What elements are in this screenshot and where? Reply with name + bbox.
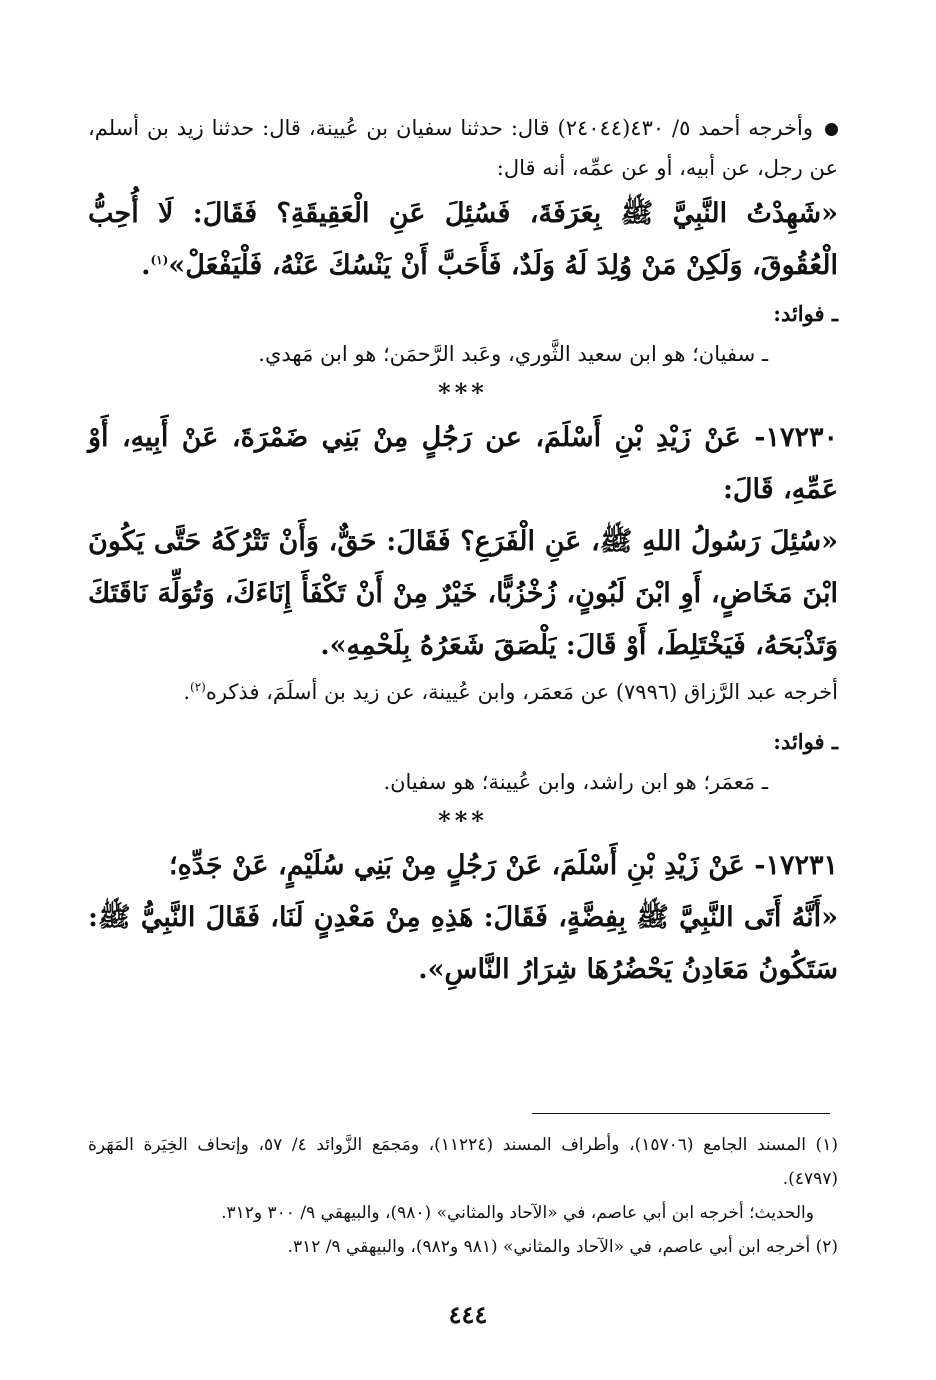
section-divider: *** (438, 378, 488, 407)
section-divider: *** (438, 806, 488, 835)
hadith-17230-text: «سُئِلَ رَسُولُ اللهِ ﷺ، عَنِ الْفَرَعِ؟ فَقَالَ: حَقٌّ، وَأَنْ تَتْرُكَهُ حَتَّى يَكُونَ ابْنَ مَخَاضٍ، أَوِ ابْنَ لَبُونٍ، زُخْزُبًّا، خَيْرٌ مِنْ أَنْ تَكْفَأَ إِنَاءَكَ، وَتُوَلِّهَ نَاقَتَكَ وَتَذْبَحَهُ، فَيَخْتَلِطَ، أَوْ قَالَ: يَلْصَقَ شَعَرُهُ بِلَحْمِهِ». (88, 526, 838, 661)
intro-paragraph: وأخرجه أحمد ٥/ ٤٣٠(٢٤٠٤٤) قال: حدثنا سفيان بن عُيينة، قال: حدثنا زيد بن أسلم، عن رجل، عن أبيه، أو عن عمِّه، أنه قال: (88, 116, 838, 180)
page-number: ٤٤٤ (448, 1300, 488, 1329)
benefit-note: ـ مَعمَر؛ هو ابن راشد، وابن عُيينة؛ هو سفيان. (383, 770, 768, 794)
takhrij-paragraph: أخرجه عبد الرَّزاق (٧٩٩٦) عن مَعمَر، وابن عُيينة، عن زيد بن أسلَمَ، فذكره$^{(٢)}$. (183, 680, 838, 704)
footnote-1: (١) المسند الجامع (١٥٧٠٦)، وأطراف المسند (١١٢٢٤)، ومَجمَع الزَّوائد ٤/ ٥٧، وإتحاف الخِيَرة المَهَرة (٤٧٩٧). (88, 1135, 838, 1189)
benefits-heading: ـ فوائد: (773, 301, 838, 326)
hadith-17230-header: ١٧٢٣٠- عَنْ زَيْدِ بْنِ أَسْلَمَ، عن رَجُلٍ مِنْ بَنِي ضَمْرَةَ، عَنْ أَبِيهِ، أَوْ عَمِّهِ، قَالَ: (88, 422, 838, 505)
footnote-1-continued: والحديث؛ أخرجه ابن أبي عاصم، في «الآحاد والمثاني» (٩٨٠)، والبيهقي ٩/ ٣٠٠ و٣١٢. (221, 1203, 814, 1223)
page-body (88, 108, 838, 996)
footnotes (88, 1128, 838, 1264)
bullet-icon (825, 123, 838, 136)
footnote-ref[interactable]: (١) (150, 253, 169, 267)
benefit-note: ـ سفيان؛ هو ابن سعيد الثَّوري، وعَبد الرَّحمَن؛ هو ابن مَهدي. (258, 342, 768, 366)
hadith-17231-header: ١٧٢٣١- عَنْ زَيْدِ بْنِ أَسْلَمَ، عَنْ رَجُلٍ مِنْ بَنِي سُلَيْمٍ، عَنْ جَدِّهِ؛ (169, 850, 838, 881)
hadith-17231-text: «أَنَّهُ أَتَى النَّبِيَّ ﷺ بِفِضَّةٍ، فَقَالَ: هَذِهِ مِنْ مَعْدِنٍ لَنَا، فَقَالَ النَّبِيُّ ﷺ: سَتَكُونُ مَعَادِنُ يَحْضُرُهَا شِرَارُ النَّاسِ». (88, 902, 838, 985)
footnote-2: (٢) أخرجه ابن أبي عاصم، في «الآحاد والمثاني» (٩٨١ و٩٨٢)، والبيهقي ٩/ ٣١٢. (287, 1237, 838, 1257)
hadith-text: «شَهِدْتُ النَّبِيَّ ﷺ بِعَرَفَةَ، فَسُئِلَ عَنِ الْعَقِيقَةِ؟ فَقَالَ: لَا أُحِبُّ الْعُقُوقَ، وَلَكِنْ مَنْ وُلِدَ لَهُ وَلَدٌ، فَأَحَبَّ أَنْ يَنْسُكَ عَنْهُ، فَلْيَفْعَلْ»$^{(١)}$. (88, 198, 838, 281)
footnote-separator (532, 1113, 830, 1114)
footnote-ref[interactable]: (٢) (190, 680, 206, 694)
benefits-heading: ـ فوائد: (773, 729, 838, 754)
